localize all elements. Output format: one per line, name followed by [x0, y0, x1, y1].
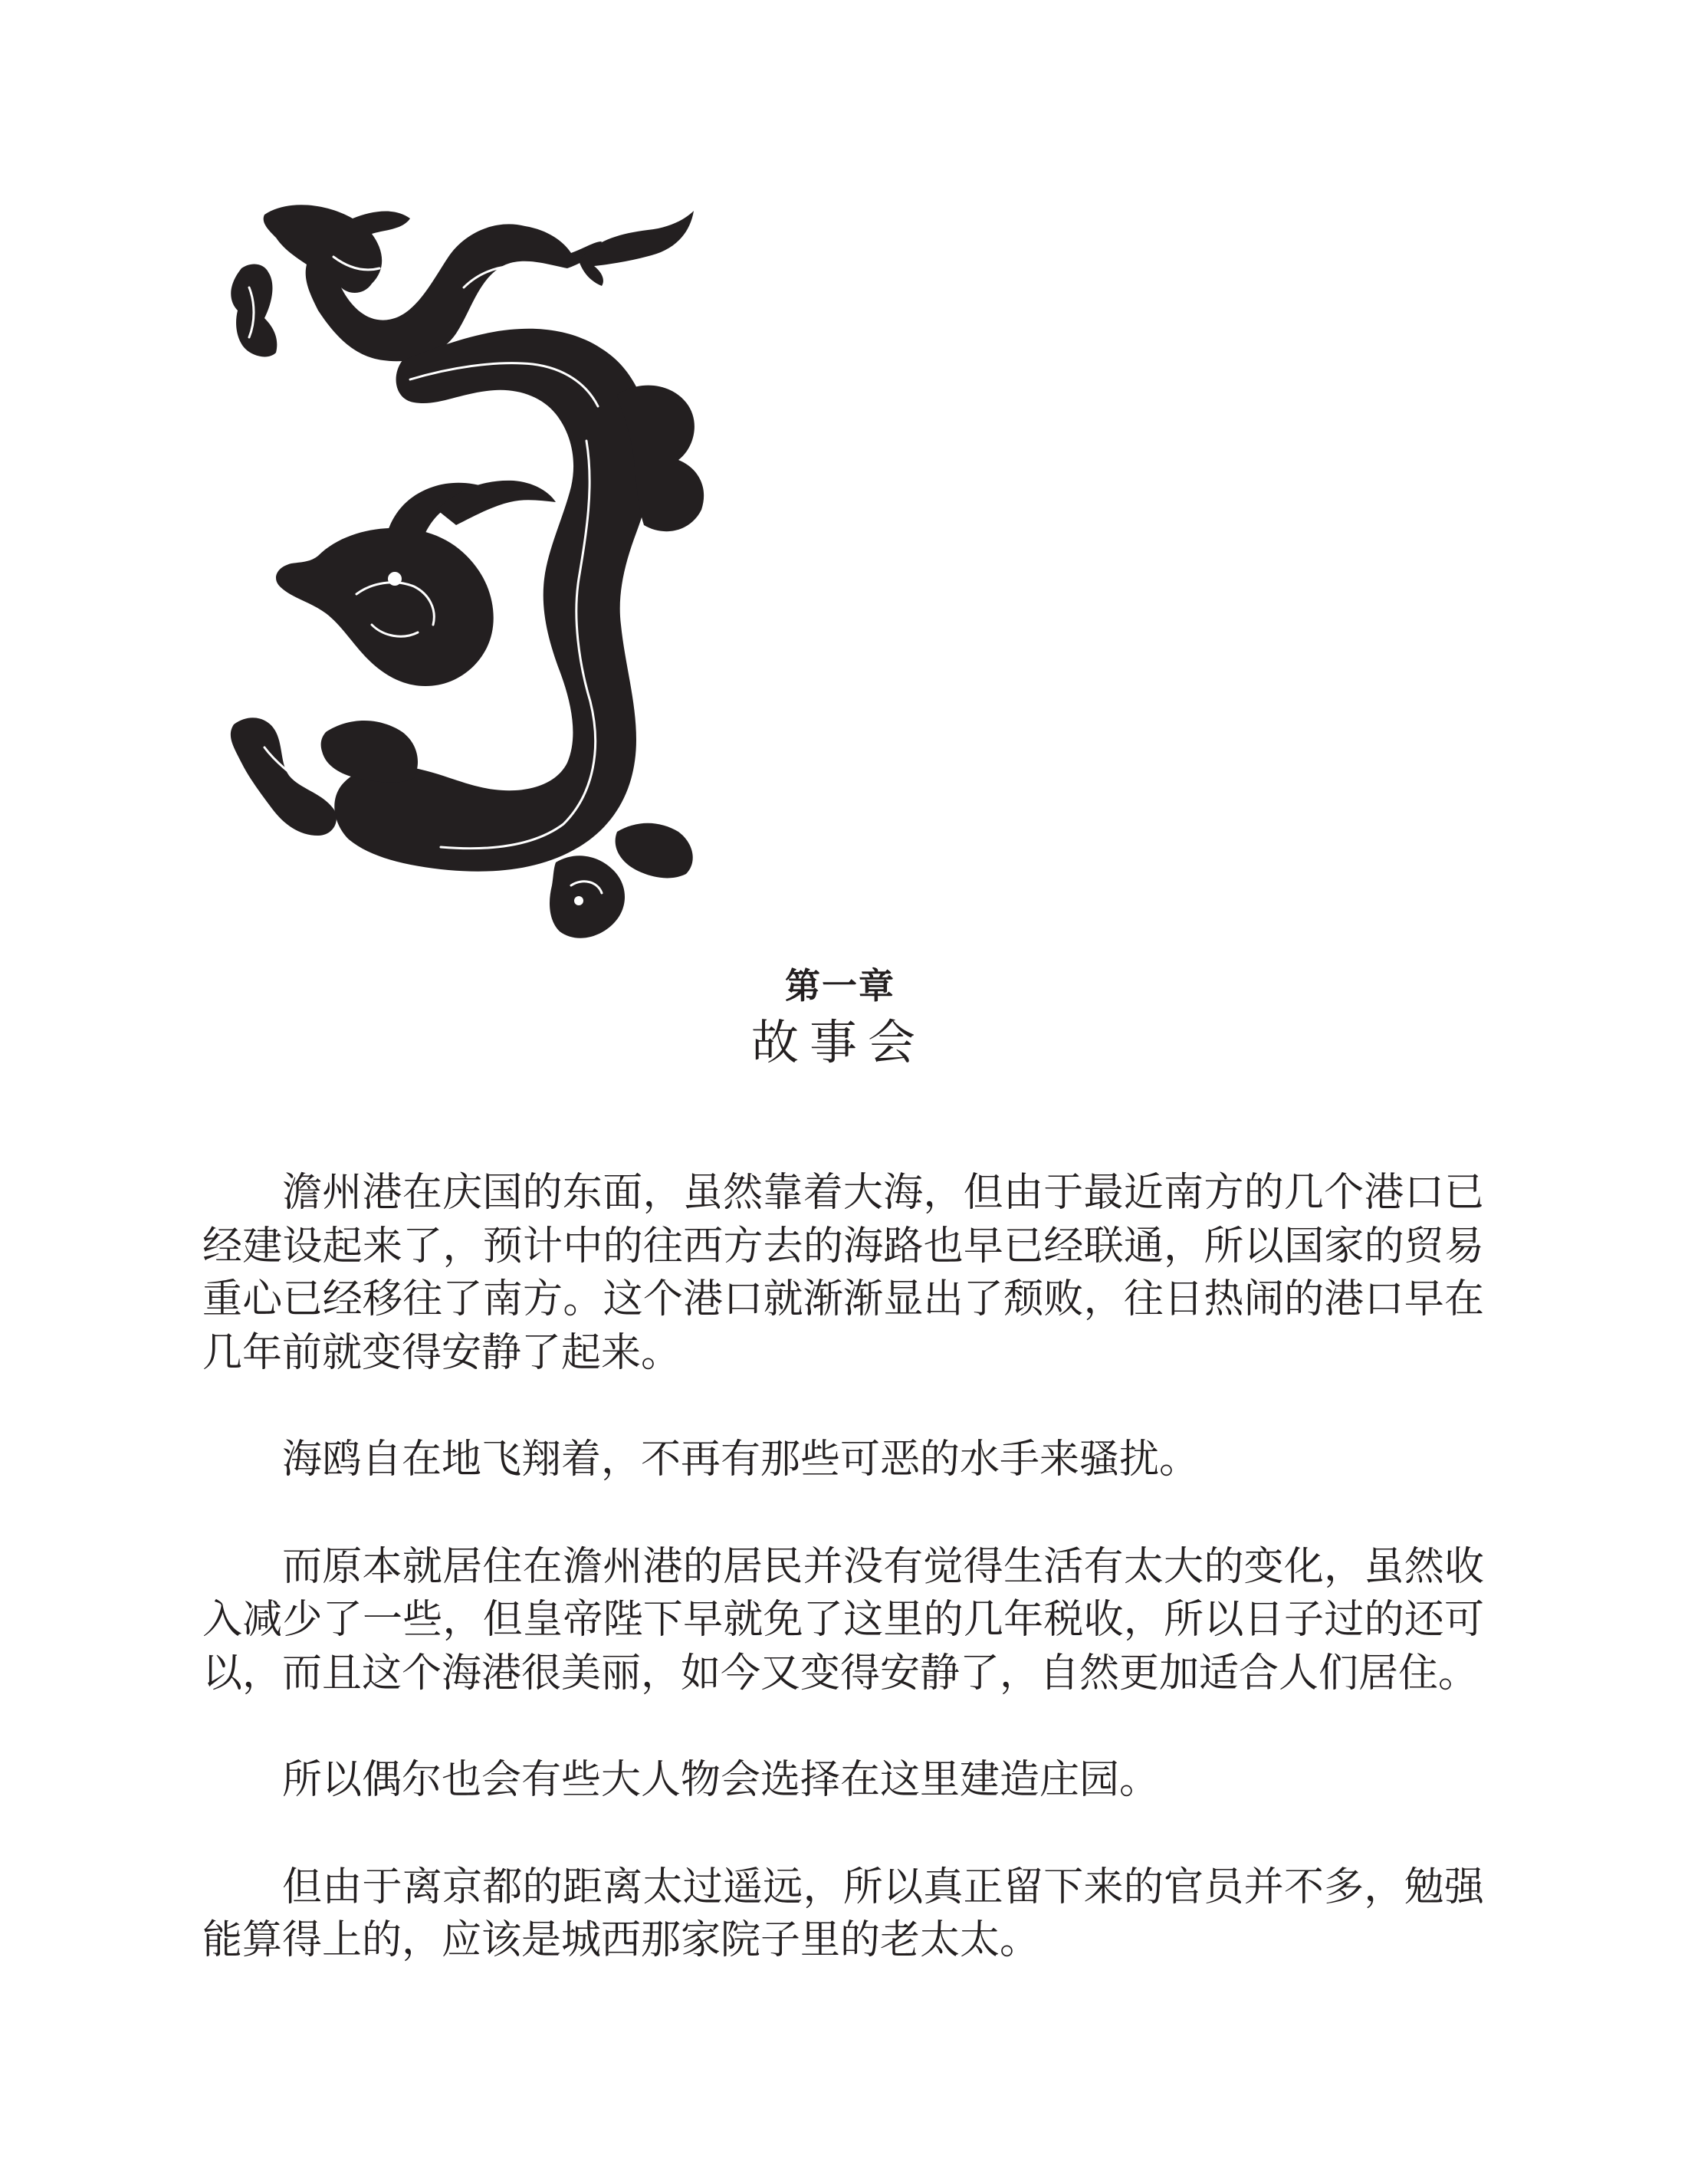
paragraph: 而原本就居住在澹州港的居民并没有觉得生活有太大的变化，虽然收入减少了一些，但皇帝陛下早就免了这里的几年税收，所以日子过的还可以，而且这个海港很美丽，如今又变得安静了，自然更加适合人们居住。 — [202, 1543, 1484, 1696]
dragon-illustration — [218, 195, 717, 966]
chapter-heading — [0, 964, 1688, 1073]
chapter-title: 故事会 — [750, 1014, 926, 1070]
dragon-icon — [218, 195, 717, 966]
paragraph: 海鸥自在地飞翔着，不再有那些可恶的水手来骚扰。 — [282, 1437, 1200, 1483]
paragraph: 澹州港在庆国的东面，虽然靠着大海，但由于最近南方的几个港口已经建设起来了，预计中的往西方去的海路也早已经联通，所以国家的贸易重心已经移往了南方。这个港口就渐渐显出了颓败，往日热闹的港口早在几年前就变得安静了起来。 — [202, 1170, 1484, 1376]
chapter-body — [202, 1167, 1484, 2021]
paragraph: 但由于离京都的距离太过遥远，所以真正留下来的官员并不多，勉强能算得上的，应该是城西那家院子里的老太太。 — [202, 1864, 1484, 1963]
chapter-number: 第一章 — [785, 965, 895, 1007]
paragraph: 所以偶尔也会有些大人物会选择在这里建造庄园。 — [282, 1757, 1160, 1803]
